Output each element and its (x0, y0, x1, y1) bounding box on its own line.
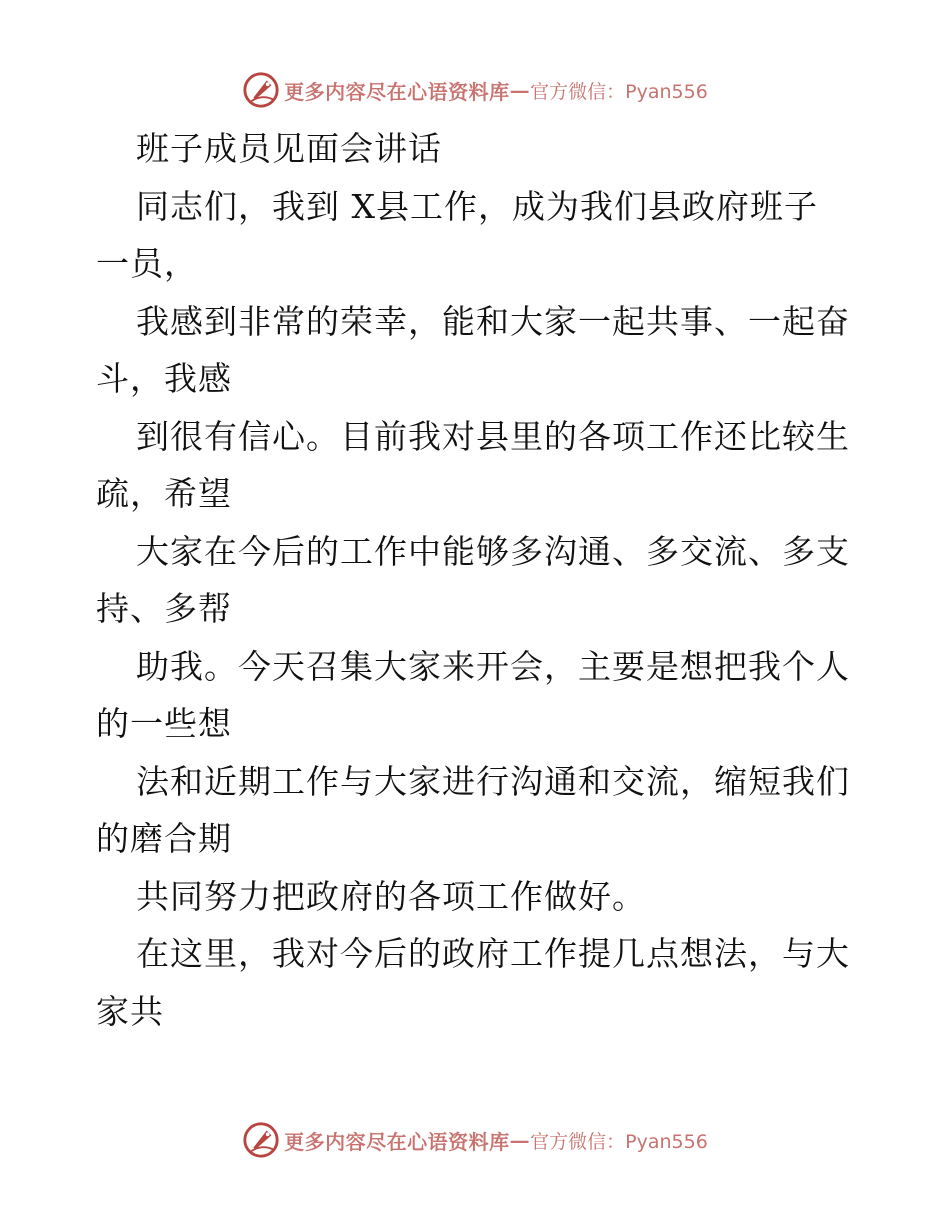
document-line: 一员， (96, 244, 198, 283)
header-banner (0, 68, 950, 112)
document-body (96, 120, 856, 1040)
pen-nib-logo-icon (242, 71, 280, 109)
document-line: 家共 (96, 991, 164, 1031)
header-wechat-text: 官方微信：Pyan556 (530, 80, 708, 103)
document-line: 我感到非常的荣幸，能和大家一起共事、一起奋 (136, 301, 850, 341)
document-line: 大家在今后的工作中能够多沟通、多交流、多支 (136, 531, 850, 571)
pen-nib-logo-icon (242, 1121, 280, 1159)
document-line: 助我。今天召集大家来开会，主要是想把我个人 (136, 646, 850, 686)
footer-wechat-text: 官方微信：Pyan556 (530, 1130, 708, 1153)
document-line: 共同努力把政府的各项工作做好。 (136, 876, 646, 916)
document-line: 法和近期工作与大家进行沟通和交流，缩短我们 (136, 761, 850, 801)
document-line: 疏，希望 (96, 474, 232, 513)
document-title: 班子成员见面会讲话 (136, 129, 442, 168)
document-line: 斗，我感 (96, 359, 232, 398)
header-dash: — (509, 78, 531, 102)
document-line: 到很有信心。目前我对县里的各项工作还比较生 (136, 416, 850, 456)
footer-brand-text: 更多内容尽在心语资料库 (284, 1129, 510, 1154)
document-line: 的磨合期 (96, 819, 232, 858)
header-brand-text: 更多内容尽在心语资料库 (284, 79, 510, 104)
footer-dash: — (509, 1128, 531, 1152)
document-line: 的一些想 (96, 704, 232, 743)
footer-banner (0, 1118, 950, 1162)
document-line: 同志们，我到 X县工作，成为我们县政府班子 (136, 186, 818, 226)
document-line: 持、多帮 (96, 589, 232, 628)
document-line: 在这里，我对今后的政府工作提几点想法，与大 (136, 934, 850, 973)
